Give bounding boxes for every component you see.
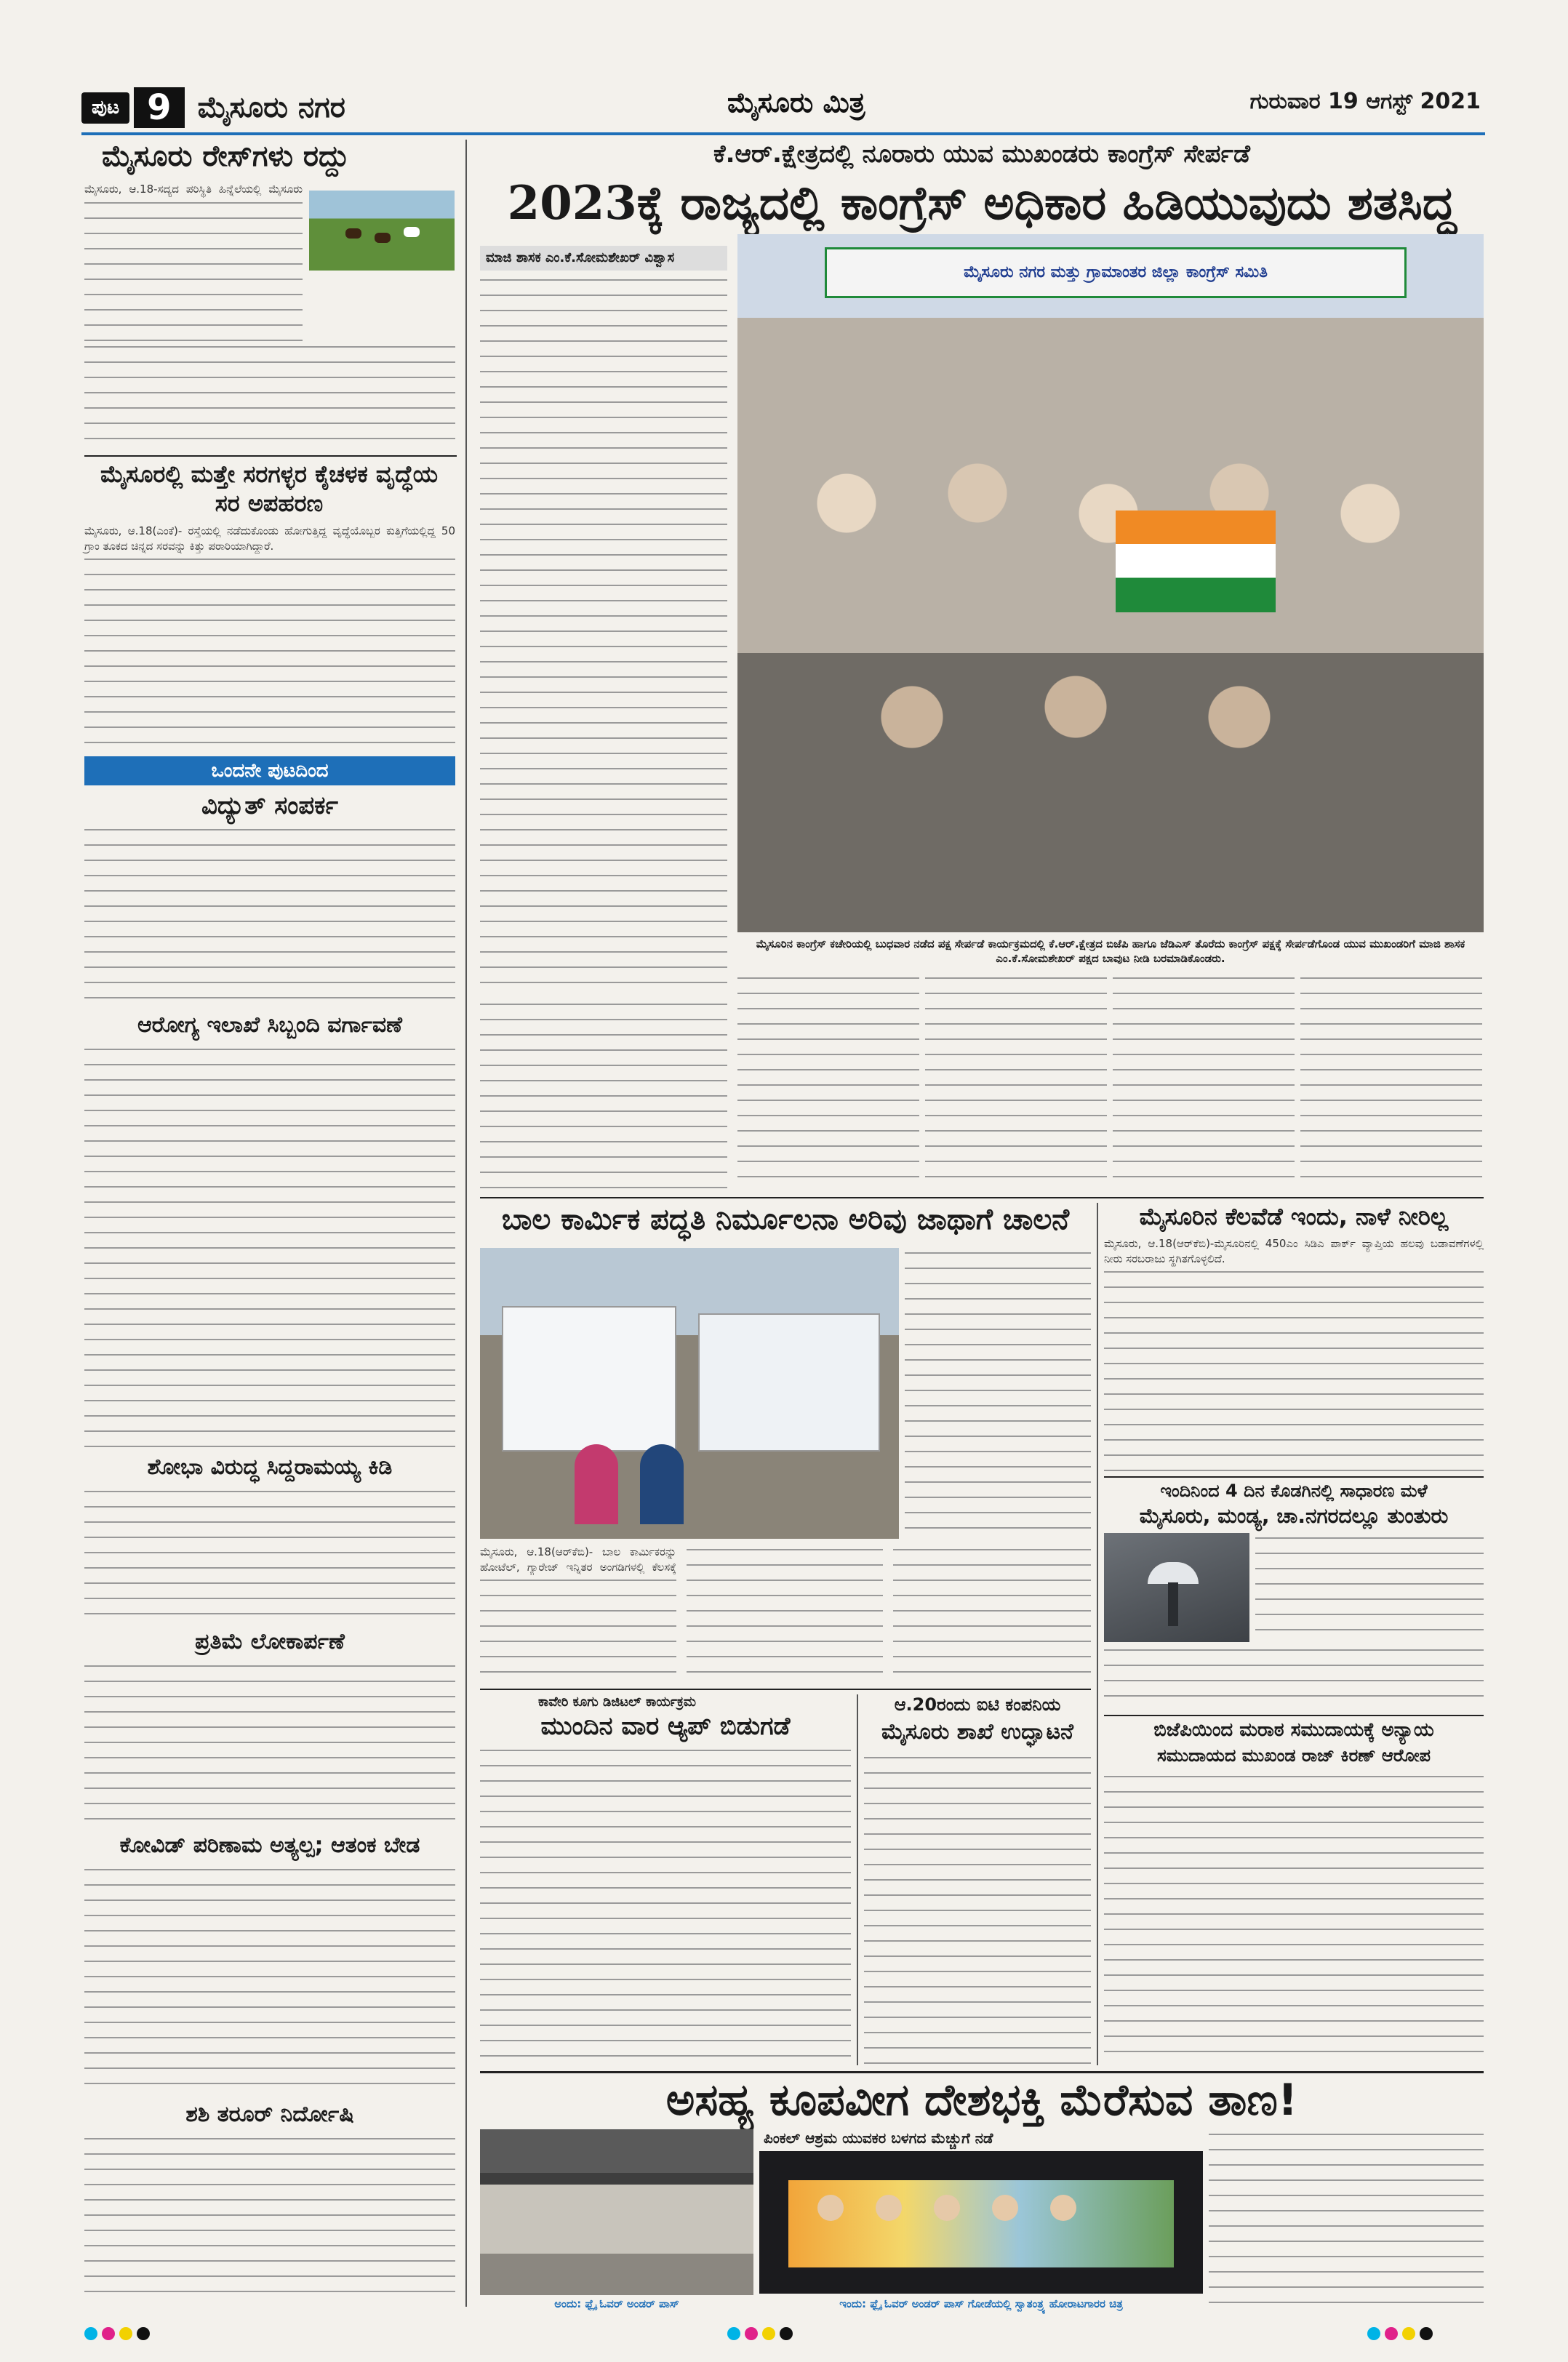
races-headline: ಮೈಸೂರು ರೇಸ್‌ಗಳು ರದ್ದು [102, 140, 350, 173]
shobha-body [84, 1486, 455, 1625]
health-headline: ಆರೋಗ್ಯ ಇಲಾಖೆ ಸಿಬ್ಬಂದಿ ವರ್ಗಾವಣೆ [137, 1012, 402, 1038]
congress-body-col1 [480, 275, 727, 995]
tharoor-headline: ಶಶಿ ತರೂರ್ ನಿರ್ದೋಷಿ [185, 2102, 354, 2127]
masthead-logo: ಮೈಸೂರು ಮಿತ್ರ [727, 86, 865, 119]
congress-body-col2 [737, 973, 919, 1191]
water-cut-body [1104, 1267, 1484, 1472]
underpass-headline: ಅಸಹ್ಯ ಕೂಪವೀಗ ದೇಶಭಕ್ತಿ ಮೆರೆಸುವ ತಾಣ! [665, 2075, 1298, 2126]
covid-body [84, 1865, 455, 2097]
underpass-subhead: ಪಿಂಕಲ್ ಆಶ್ರಮ ಯುವಕರ ಬಳಗದ ಮೆಚ್ಚುಗೆ ನಡೆ [764, 2129, 993, 2147]
rain-photo [1104, 1533, 1249, 1642]
kaveri-headline: ಮುಂದಿನ ವಾರ ಆ್ಯಪ್ ಬಿಡುಗಡೆ [540, 1712, 791, 1741]
section-title: ಮೈಸೂರು ನಗರ [197, 91, 345, 124]
kaveri-kicker: ಕಾವೇರಿ ಕೂಗು ಡಿಜಿಟಲ್ ಕಾರ್ಯಕ್ರಮ [538, 1694, 696, 1710]
child-labour-body-c3 [893, 1545, 1091, 1684]
races-body-cont [84, 342, 455, 451]
congress-body-col4 [1113, 973, 1295, 1191]
registration-marks-center [727, 2327, 797, 2343]
registration-marks-left [84, 2327, 154, 2343]
rain-body-right [1255, 1533, 1484, 1642]
page-header-left [81, 86, 345, 129]
underpass-before-photo [480, 2129, 753, 2295]
underpass-mural-photo [759, 2151, 1203, 2294]
congress-subhead: ಮಾಜಿ ಶಾಸಕ ಎಂ.ಕೆ.ಸೋಮಶೇಖರ್ ವಿಶ್ವಾಸ [480, 246, 727, 271]
congress-kicker: ಕೆ.ಆರ್.ಕ್ಷೇತ್ರದಲ್ಲಿ ನೂರಾರು ಯುವ ಮುಖಂಡರು ಕಾಂಗ್ರೆಸ್ ಸೇರ್ಪಡೆ [713, 140, 1251, 169]
bjp-kicker: ಬಿಜೆಪಿಯಿಂದ ಮರಾಠ ಸಮುದಾಯಕ್ಕೆ ಅನ್ಯಾಯ [1153, 1719, 1434, 1741]
statue-body [84, 1661, 455, 1828]
statue-headline: ಪ್ರತಿಮೆ ಲೋಕಾರ್ಪಣೆ [195, 1629, 345, 1654]
child-labour-body-c2 [687, 1545, 883, 1684]
congress-photo [737, 234, 1484, 932]
it-company-body [864, 1753, 1091, 2065]
rain-body [1104, 1645, 1484, 1710]
header-rule [81, 132, 1485, 135]
child-labour-body-right [905, 1248, 1091, 1539]
races-body [84, 198, 303, 342]
bjp-headline: ಸಮುದಾಯದ ಮುಖಂಡ ರಾಜ್ ಕಿರಣ್ ಆರೋಪ [1156, 1745, 1431, 1766]
health-body [84, 1044, 455, 1452]
child-labour-lead: ಮೈಸೂರು, ಆ.18(ಆರ್‌ಕೆಬಿ)- ಬಾಲ ಕಾರ್ಮಿಕರನ್ನು ಹೋಟೆಲ್, ಗ್ಯಾರೇಜ್ ಇನ್ನಿತರ ಅಂಗಡಿಗಳಲ್ಲಿ ಕೆಲಸಕ್ಕೆ [480, 1545, 676, 1574]
page-label: ಪುಟ [81, 92, 129, 124]
congress-body-col3 [925, 973, 1107, 1191]
chain-snatch-lead: ಮೈಸೂರು, ಆ.18(ಎಂಕೆ)- ರಸ್ತೆಯಲ್ಲಿ ನಡೆದುಕೊಂಡು ಹೋಗುತ್ತಿದ್ದ ವೃದ್ಧೆಯೊಬ್ಬರ ಕುತ್ತಿಗೆಯಲ್ಲಿದ್ದ 50 ಗ್ರಾಂ ತೂಕದ ಚಿನ್ನದ ಸರವನ್ನು ಕಿತ್ತು ಪರಾರಿಯಾಗಿದ್ದಾರೆ. [84, 524, 455, 553]
congress-body-col5 [1300, 973, 1482, 1191]
congress-body-col1-cont [480, 999, 727, 1191]
child-labour-headline: ಬಾಲ ಕಾರ್ಮಿಕ ಪದ್ಧತಿ ನಿರ್ಮೂಲನಾ ಅರಿವು ಜಾಥಾಗೆ ಚಾಲನೆ [501, 1203, 1070, 1236]
covid-headline: ಕೋವಿಡ್ ಪರಿಣಾಮ ಅತ್ಯಲ್ಪ; ಆತಂಕ ಬೇಡ [119, 1833, 420, 1858]
registration-marks-right [1367, 2327, 1437, 2343]
it-company-kicker: ಆ.20ರಂದು ಐಟಿ ಕಂಪನಿಯ [894, 1694, 1061, 1715]
water-cut-lead: ಮೈಸೂರು, ಆ.18(ಆರ್‌ಕೆಬಿ)-ಮೈಸೂರಿನಲ್ಲಿ 450ಎಂ ಸಿಡಿಎ ಪಾರ್ಕ್ ವ್ಯಾಪ್ತಿಯ ಹಲವು ಬಡಾವಣೆಗಳಲ್ಲಿ ನೀರು ಸರಬರಾಜು ಸ್ಥಗಿತಗೊಳ್ಳಲಿದೆ. [1104, 1237, 1484, 1265]
page-number: 9 [134, 87, 184, 128]
bjp-body [1104, 1772, 1484, 2065]
shobha-headline: ಶೋಭಾ ವಿರುದ್ಧ ಸಿದ್ದರಾಮಯ್ಯ ಕಿಡಿ [147, 1454, 393, 1480]
congress-headline: 2023ಕ್ಕೆ ರಾಜ್ಯದಲ್ಲಿ ಕಾಂಗ್ರೆಸ್ ಅಧಿಕಾರ ಹಿಡಿಯುವುದು ಶತಸಿದ್ಧ [507, 176, 1457, 231]
underpass-before-caption: ಅಂದು: ಫ್ಲೈ ಓವರ್ ಅಂಡರ್ ಪಾಸ್ [554, 2297, 679, 2310]
child-labour-body-c1 [480, 1575, 676, 1684]
tharoor-body [84, 2134, 455, 2301]
power-headline: ವಿದ್ಯುತ್ ಸಂಪರ್ಕ [201, 791, 339, 820]
horse-race-photo [309, 191, 455, 271]
continued-section-band: ಒಂದನೇ ಪುಟದಿಂದ [84, 756, 455, 785]
congress-photo-caption: ಮೈಸೂರಿನ ಕಾಂಗ್ರೆಸ್ ಕಚೇರಿಯಲ್ಲಿ ಬುಧವಾರ ನಡೆದ ಪಕ್ಷ ಸೇರ್ಪಡೆ ಕಾರ್ಯಕ್ರಮದಲ್ಲಿ ಕೆ.ಆರ್.ಕ್ಷೇತ್ರದ ಬಿಜೆಪಿ ಹಾಗೂ ಜೆಡಿಎಸ್ ತೊರೆದು ಕಾಂಗ್ರೆಸ್ ಪಕ್ಷಕ್ಕೆ ಸೇರ್ಪಡೆಗೊಂಡ ಯುವ ಮುಖಂಡರಿಗೆ ಮಾಜಿ ಶಾಸಕ ಎಂ.ಕೆ.ಸೋಮಶೇಖರ್ ಪಕ್ಷದ ಬಾವುಟ ನೀಡಿ ಬರಮಾಡಿಕೊಂಡರು. [756, 937, 1465, 965]
water-cut-headline: ಮೈಸೂರಿನ ಕೆಲವೆಡೆ ಇಂದು, ನಾಳೆ ನೀರಿಲ್ಲ [1139, 1203, 1449, 1230]
chain-snatch-body [84, 554, 455, 750]
underpass-after-caption: ಇಂದು: ಫ್ಲೈ ಓವರ್ ಅಂಡರ್ ಪಾಸ್ ಗೋಡೆಯಲ್ಲಿ ಸ್ವಾತಂತ್ರ್ಯ ಹೋರಾಟಗಾರರ ಚಿತ್ರ [839, 2297, 1123, 2310]
awareness-van-photo [480, 1248, 899, 1539]
underpass-body-right [1209, 2129, 1484, 2304]
it-company-headline: ಮೈಸೂರು ಶಾಖೆ ಉದ್ಘಾಟನೆ [881, 1719, 1073, 1745]
power-body [84, 825, 455, 1006]
kaveri-body [480, 1745, 851, 2065]
rain-headline: ಮೈಸೂರು, ಮಂಡ್ಯ, ಚಾ.ನಗರದಲ್ಲೂ ತುಂತುರು [1139, 1504, 1449, 1528]
congress-photo-banner: ಮೈಸೂರು ನಗರ ಮತ್ತು ಗ್ರಾಮಾಂತರ ಜಿಲ್ಲಾ ಕಾಂಗ್ರೆಸ್ ಸಮಿತಿ [825, 247, 1407, 298]
races-lead: ಮೈಸೂರು, ಆ.18-ಸದ್ಯದ ಪರಿಸ್ಥಿತಿ ಹಿನ್ನೆಲೆಯಲ್ಲಿ ಮೈಸೂರು [84, 183, 303, 196]
chain-snatch-headline: ಮೈಸೂರಲ್ಲಿ ಮತ್ತೇ ಸರಗಳ್ಳರ ಕೈಚಳಕ ವೃದ್ಧೆಯ ಸರ ಅಪಹರಣ [100, 460, 439, 517]
issue-date: ಗುರುವಾರ 19 ಆಗಸ್ಟ್ 2021 [1249, 89, 1481, 114]
rain-kicker: ಇಂದಿನಿಂದ 4 ದಿನ ಕೊಡಗಿನಲ್ಲಿ ಸಾಧಾರಣ ಮಳೆ [1160, 1481, 1428, 1501]
